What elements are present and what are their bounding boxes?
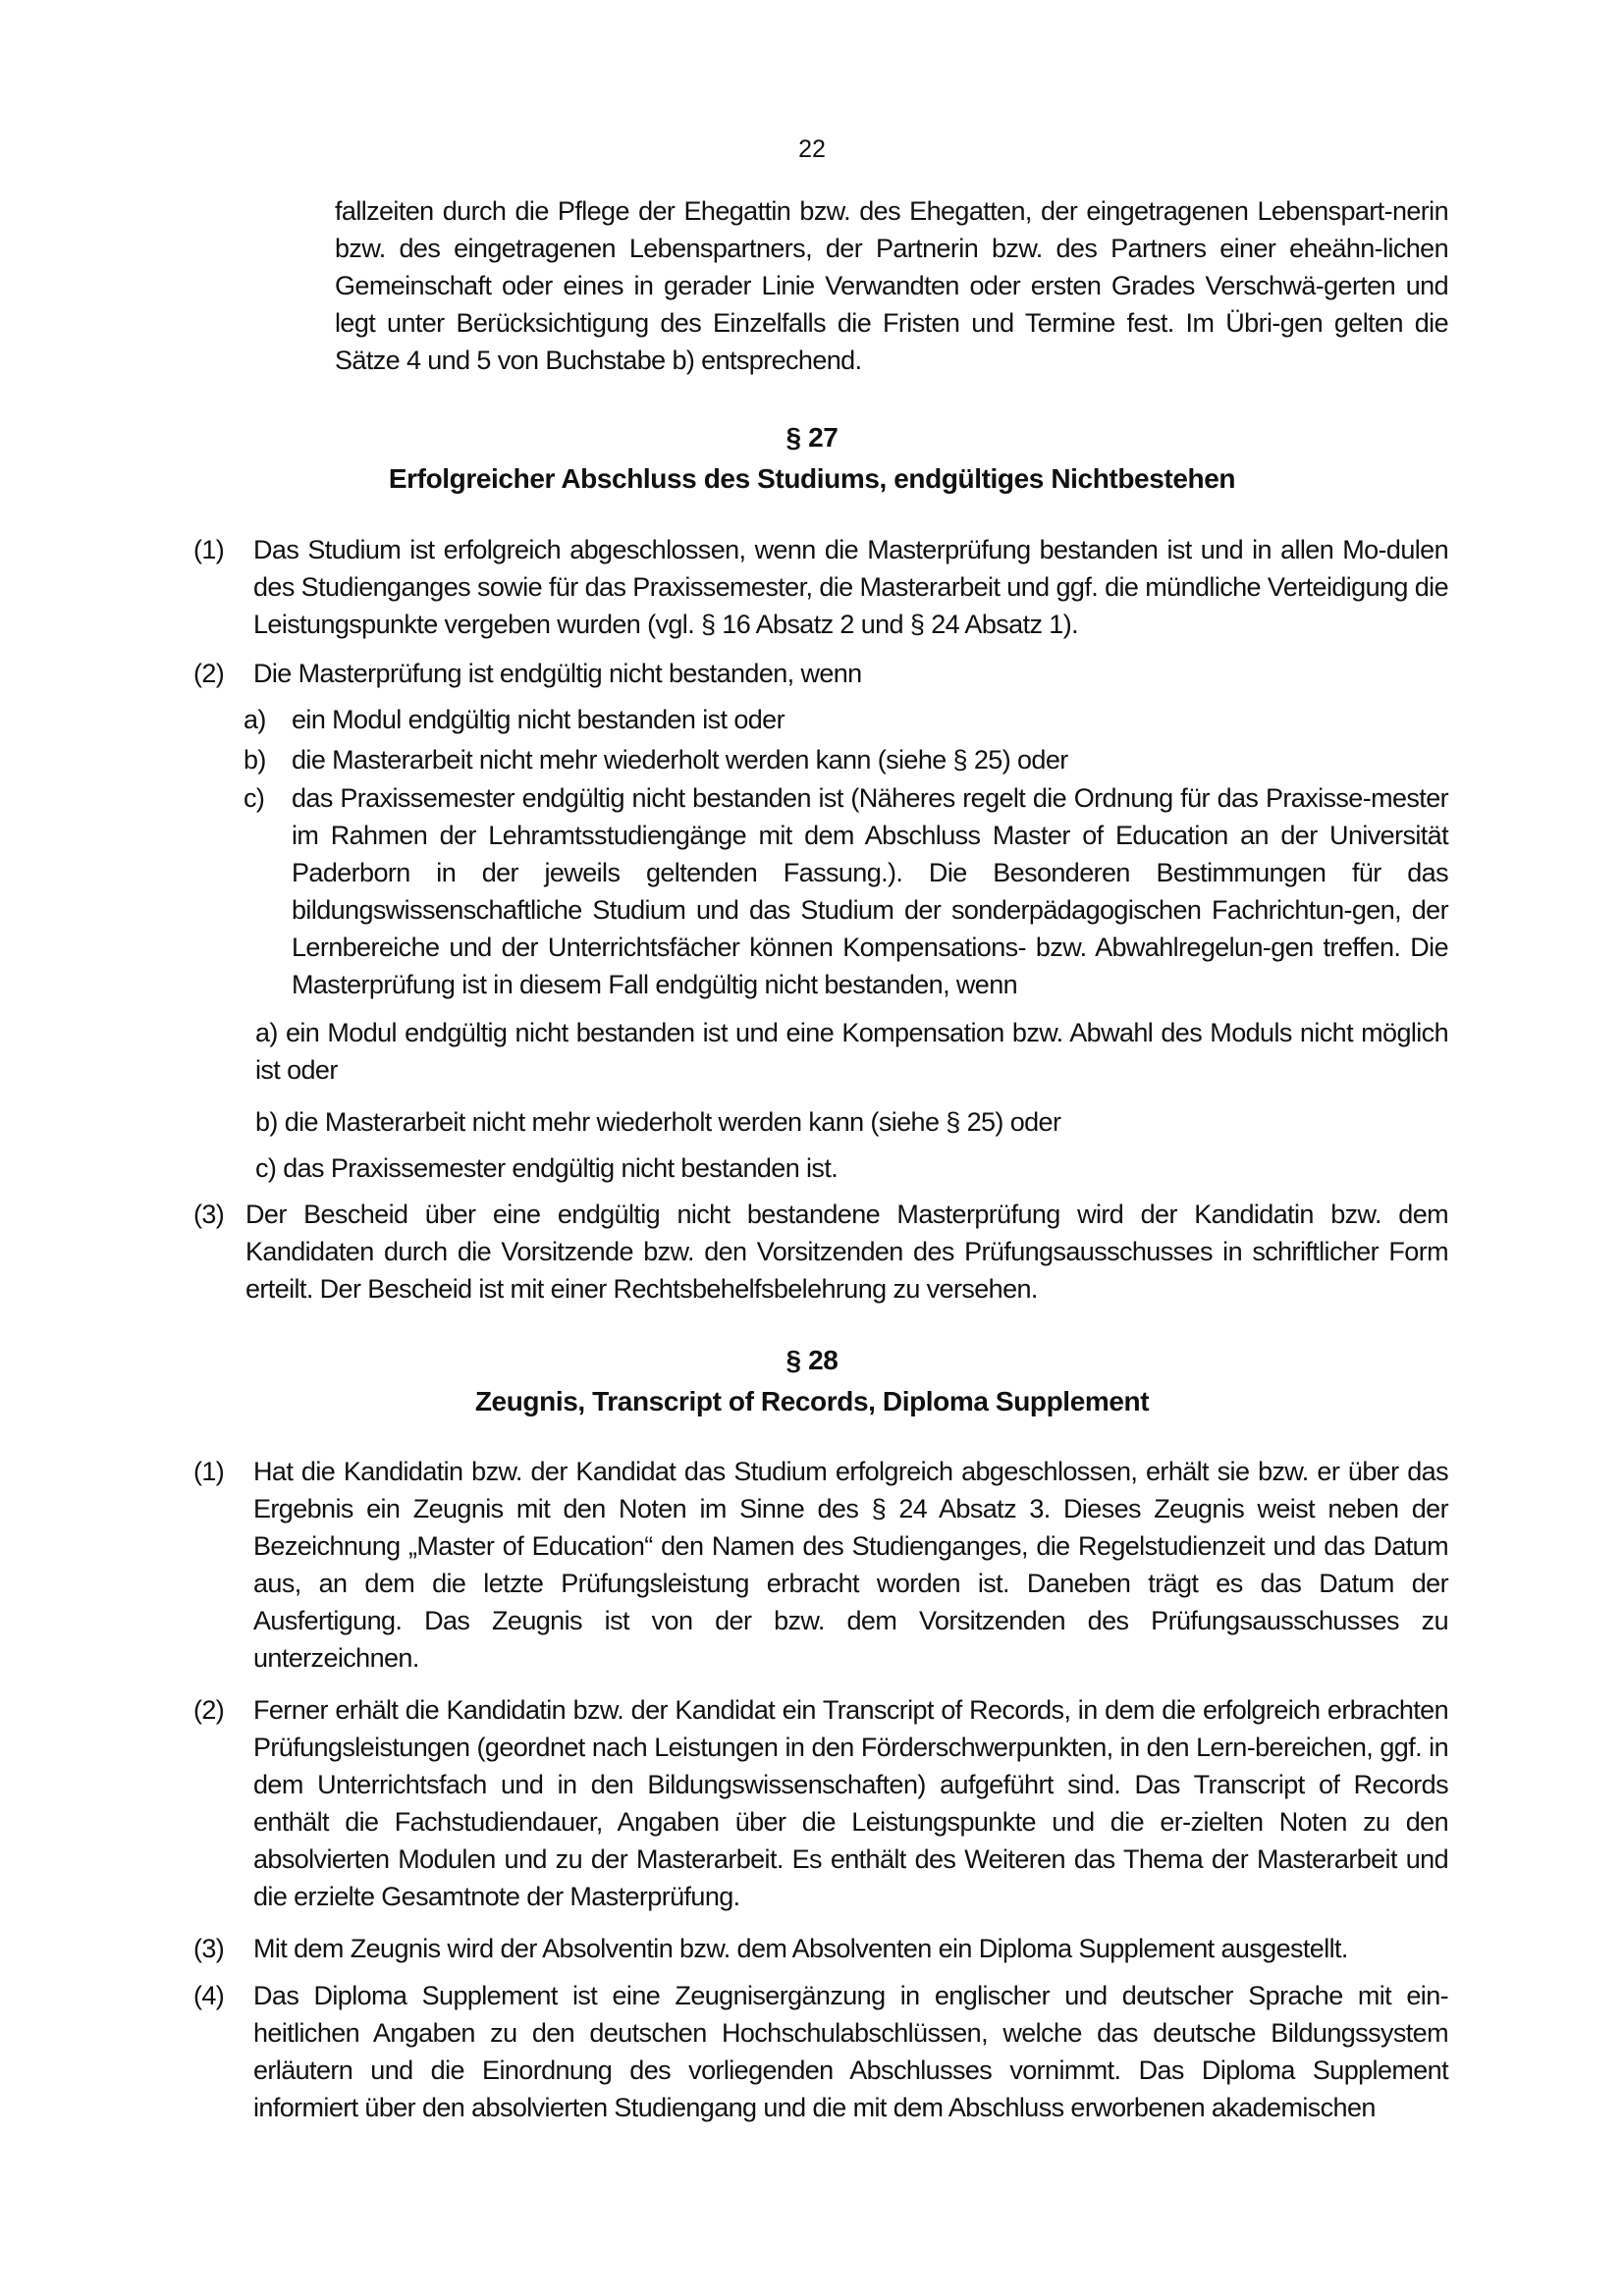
section-28-number: § 28 [785,1345,839,1375]
s27-p1-text: Das Studium ist erfolgreich abgeschlossen, wenn die Masterprüfung bestanden ist und in allen Mo-dulen des Studienganges sowie für das Praxissemester, die Masterarbeit und ggf. die mündliche Verteidigung die Leistungspunkte vergeben wurden (vgl. § 16 Absatz 2 und § 24 Absatz 1). [253,535,1448,639]
s27-subitem-b: b) die Masterarbeit nicht mehr wiederholt werden kann (siehe § 25) oder [255,1107,1061,1137]
s27-p1-number: (1) [193,535,225,564]
s27-p3-number: (3) [193,1200,225,1229]
s27-item-c-text: das Praxissemester endgültig nicht bestanden ist (Näheres regelt die Ordnung für das Praxisse-mester im Rahmen der Lehramtsstudiengänge mit dem Abschluss Master of Education an der Universität Paderborn in der jeweils geltenden Fassung.). Die Besonderen Bestimmungen für das bildungswissenschaftliche Studium und das Studium der sonderpädagogischen Fachrichtun-gen, der Lernbereiche und der Unterrichtsfächer können Kompensations- bzw. Abwahlregelun-gen treffen. Die Masterprüfung ist in diesem Fall endgültig nicht bestanden, wenn [292,783,1448,999]
section-28-title: Zeugnis, Transcript of Records, Diploma Supplement [474,1386,1150,1416]
s28-p3-number: (3) [193,1934,225,1963]
s28-p2-text: Ferner erhält die Kandidatin bzw. der Kandidat ein Transcript of Records, in dem die erfolgreich erbrachten Prüfungsleistungen (geordnet nach Leistungen in den Förderschwerpunkten, in den Lern-bereichen, ggf. in dem Unterrichtsfach und in den Bildungswissenschaften) aufgeführt sind. Das Transcript of Records enthält die Fachstudiendauer, Angaben über die Leistungspunkte und die er-zielten Noten zu den absolvierten Modulen und zu der Masterarbeit. Es enthält des Weiteren das Thema der Masterarbeit und die erzielte Gesamtnote der Masterprüfung. [253,1695,1448,1911]
s27-p2-number: (2) [193,659,225,688]
s27-item-b-label: b) [244,745,266,774]
page-number: 22 [798,135,826,163]
s27-p2-text: Die Masterprüfung ist endgültig nicht bestanden, wenn [253,659,862,688]
s27-item-c-label: c) [244,783,265,813]
section-27-number: § 27 [785,422,839,453]
intro-paragraph: fallzeiten durch die Pflege der Ehegattin bzw. des Ehegatten, der eingetragenen Lebenspart-nerin bzw. des eingetragenen Lebenspartners, der Partnerin bzw. des Partners einer eheähn-lichen Gemeinschaft oder eines in gerader Linie Verwandten oder ersten Grades Verschwä-gerten und legt unter Berücksichtigung des Einzelfalls die Fristen und Termine fest. Im Übri-gen gelten die Sätze 4 und 5 von Buchstabe b) entsprechend. [335,196,1448,375]
s28-p4-text: Das Diploma Supplement ist eine Zeugnisergänzung in englischer und deutscher Sprache mit ein-heitlichen Angaben zu den deutschen Hochschulabschlüssen, welche das deutsche Bildungssystem erläutern und die Einordnung des vorliegenden Abschlusses vornimmt. Das Diploma Supplement informiert über den absolvierten Studiengang und die mit dem Abschluss erworbenen akademischen [253,1981,1448,2122]
s27-p3-text: Der Bescheid über eine endgültig nicht bestandene Masterprüfung wird der Kandidatin bzw. dem Kandidaten durch die Vorsitzende bzw. den Vorsitzenden des Prüfungsausschusses in schriftlicher Form erteilt. Der Bescheid ist mit einer Rechtsbehelfsbelehrung zu versehen. [245,1200,1448,1304]
s27-item-a-text: ein Modul endgültig nicht bestanden ist oder [292,705,785,734]
s28-p3-text: Mit dem Zeugnis wird der Absolventin bzw. dem Absolventen ein Diploma Supplement ausgestellt. [253,1934,1348,1963]
s27-item-b-text: die Masterarbeit nicht mehr wiederholt werden kann (siehe § 25) oder [292,745,1068,774]
s27-subitem-c: c) das Praxissemester endgültig nicht bestanden ist. [255,1153,839,1183]
s28-p2-number: (2) [193,1695,225,1725]
s28-p1-text: Hat die Kandidatin bzw. der Kandidat das Studium erfolgreich abgeschlossen, erhält sie bzw. er über das Ergebnis ein Zeugnis mit den Noten im Sinne des § 24 Absatz 3. Dieses Zeugnis weist neben der Bezeichnung „Master of Education“ den Namen des Studienganges, die Regelstudienzeit und das Datum aus, an dem die letzte Prüfungsleistung erbracht worden ist. Daneben trägt es das Datum der Ausfertigung. Das Zeugnis ist von der bzw. dem Vorsitzenden des Prüfungsausschusses zu unterzeichnen. [253,1457,1448,1673]
s28-p4-number: (4) [193,1981,225,2010]
s27-subitem-a: a) ein Modul endgültig nicht bestanden ist und eine Kompensation bzw. Abwahl des Moduls nicht möglich ist oder [255,1018,1448,1085]
section-27-title: Erfolgreicher Abschluss des Studiums, endgültiges Nichtbestehen [388,463,1236,494]
s28-p1-number: (1) [193,1457,225,1486]
s27-item-a-label: a) [244,705,266,734]
